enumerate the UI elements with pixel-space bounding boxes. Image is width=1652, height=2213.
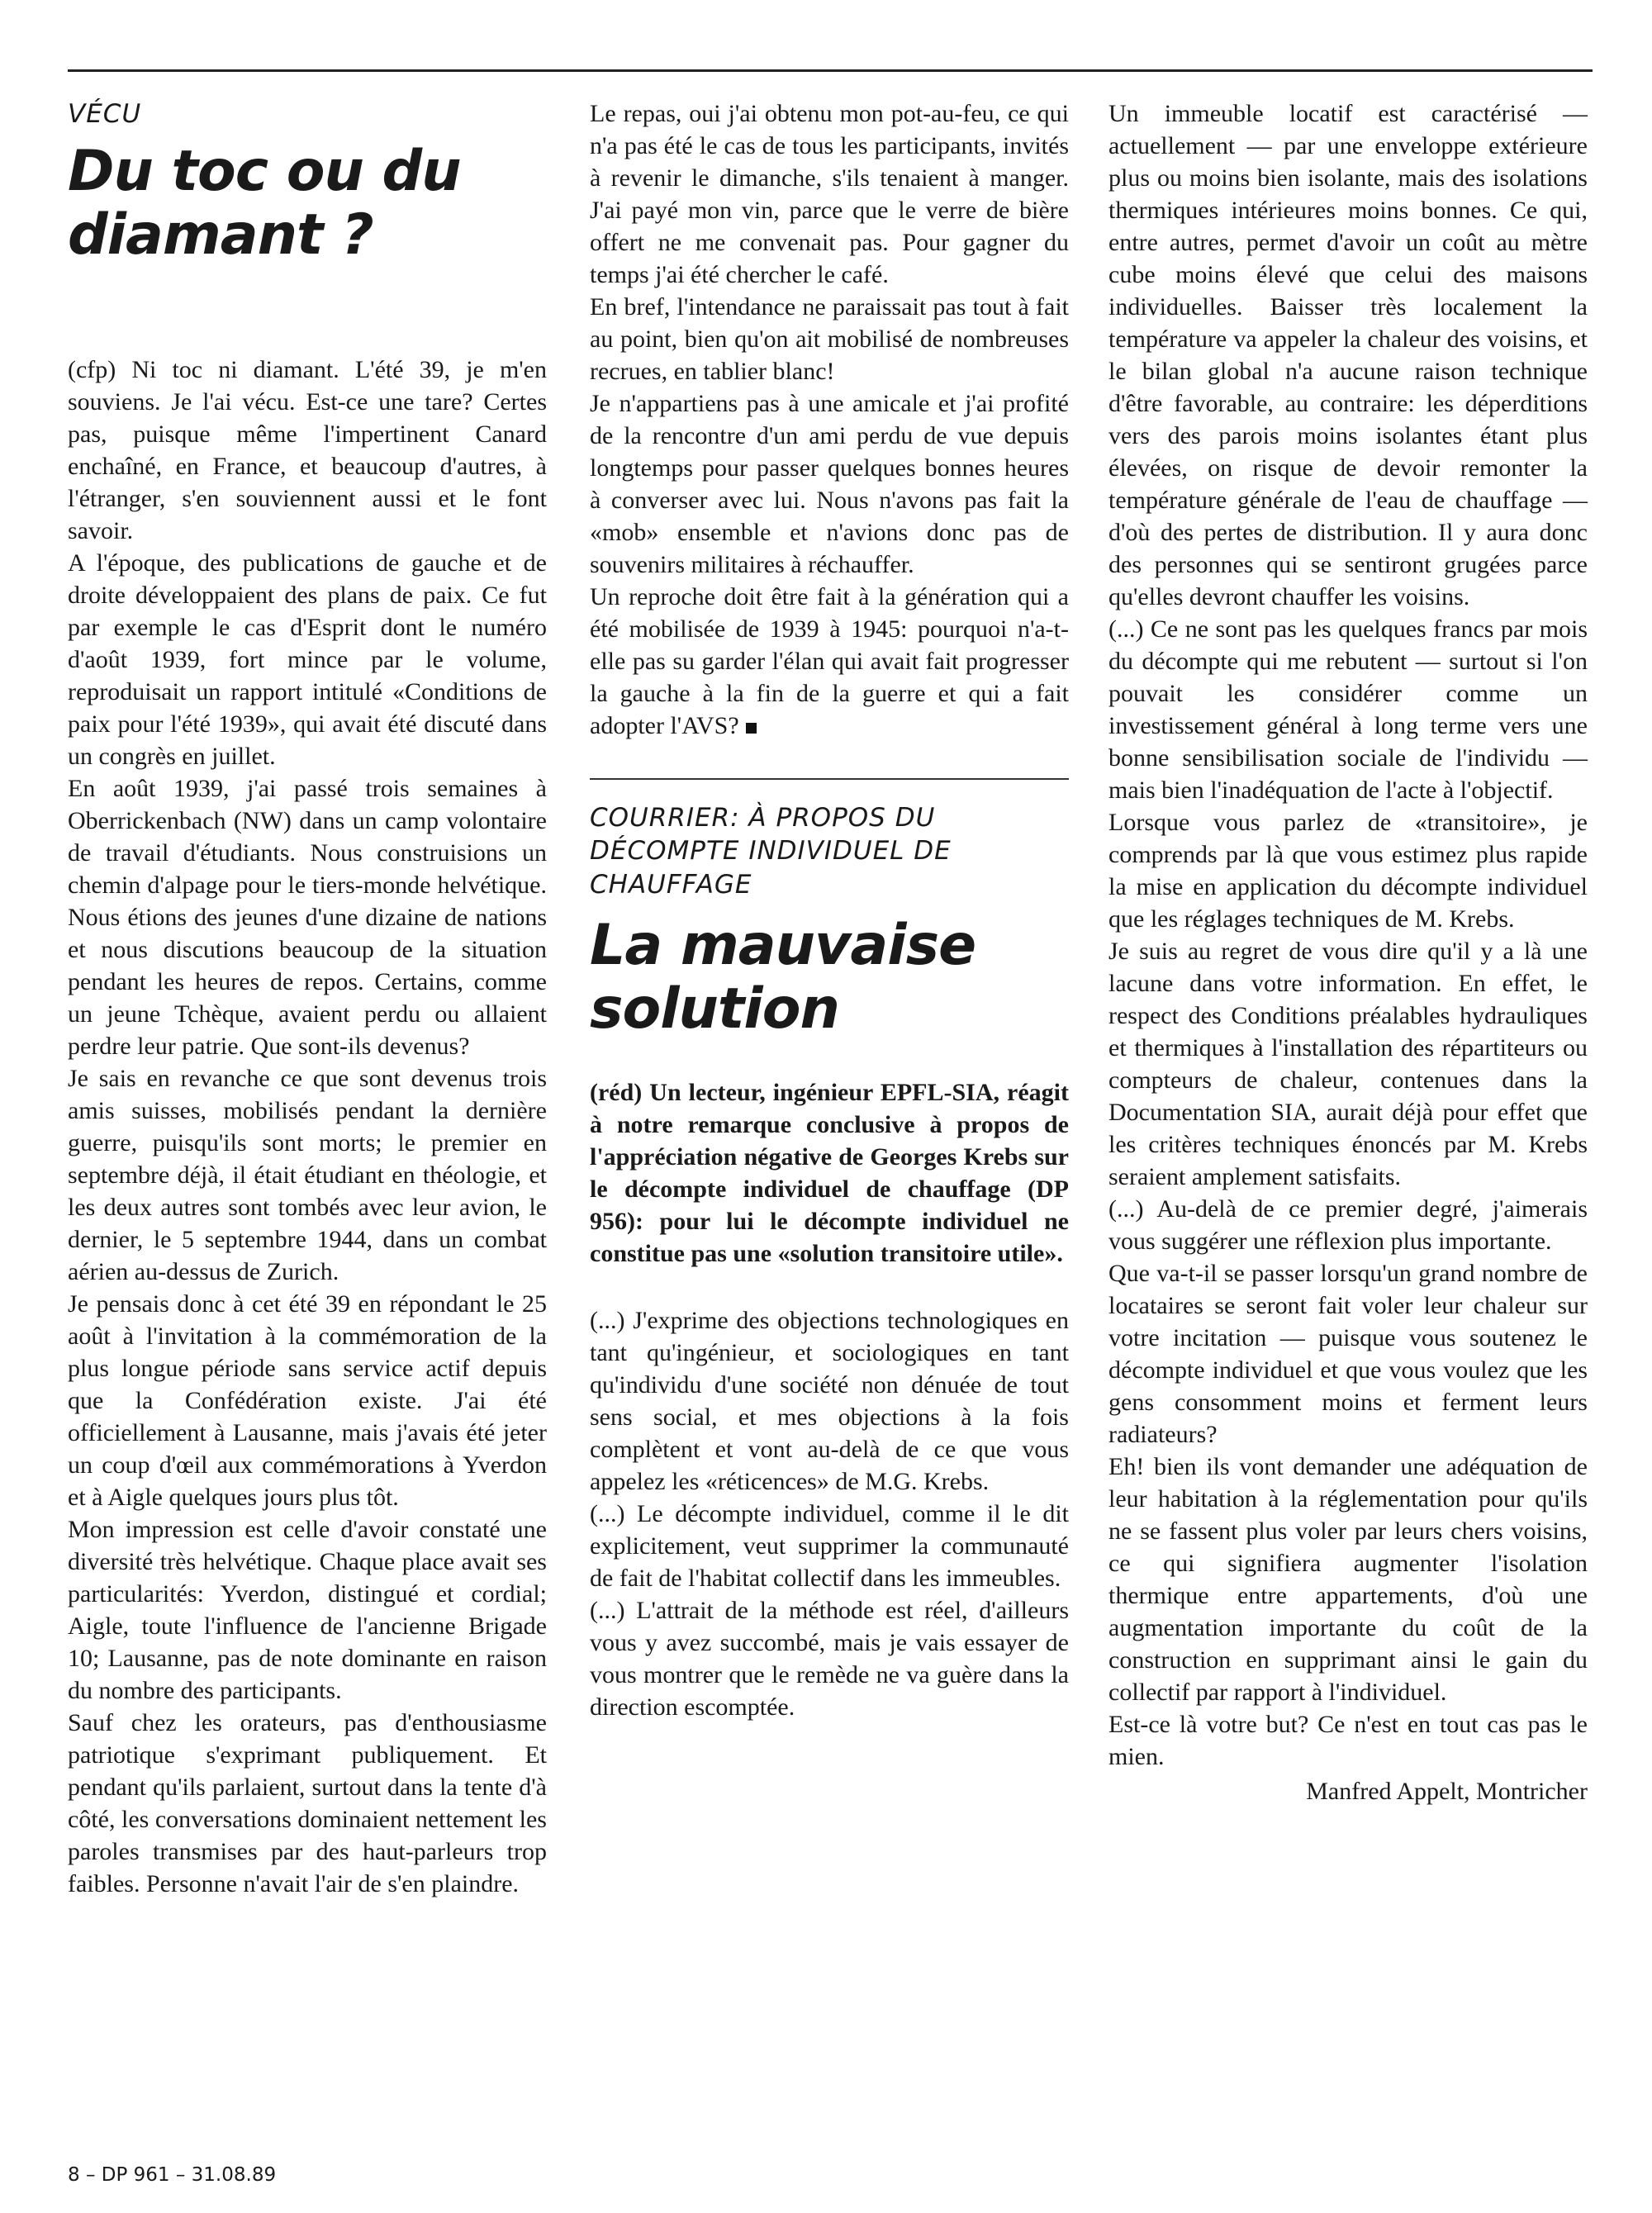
page-footer: 8 – DP 961 – 31.08.89 (68, 2164, 277, 2186)
article1-final-paragraph: Un reproche doit être fait à la génération qui a été mobilisée de 1939 à 1945: pourquoi n'a-t-elle pas su garder l'élan qui avait fait progresser la gauche à la fin de la guerre et qui a fait adopter l'AVS? (590, 583, 1069, 739)
article1-paragraph: A l'époque, des publications de gauche et de droite développaient des plans de paix. Ce fut par exemple le cas d'Esprit dont le numéro d'août 1939, fort mince par le volume, reproduisait un rapport intitulé «Conditions de paix pour l'été 1939», qui avait été discuté dans un congrès en juillet. (68, 549, 547, 770)
article-divider (590, 778, 1069, 780)
article1-paragraph: En août 1939, j'ai passé trois semaines à Oberrickenbach (NW) dans un camp volontaire de travail d'étudiants. Nous construisions un chemin d'alpage pour le tiers-monde helvétique. Nous étions des jeunes d'une dizaine de nations et nous discutions beaucoup de la situation pendant les heures de repos. Certains, comme un jeune Tchèque, avaient perdu ou allaient perdre leur patrie. Que sont-ils devenus? (68, 774, 547, 1060)
article2-paragraph: Eh! bien ils vont demander une adéquation de leur habitation à la réglementation pour qu'ils ne se fassent plus voler par leurs chers voisins, ce qui signifiera augmenter l'isolation thermique entre appartements, d'où une augmentation importante du coût de la construction en supprimant ainsi le gain du collectif par rapport à l'individuel. (1108, 1453, 1588, 1706)
article1-paragraph: Mon impression est celle d'avoir constaté une diversité très helvétique. Chaque place avait ses particularités: Yverdon, distingué et cordial; Aigle, toute l'influence de l'ancienne Brigade 10; Lausanne, pas de note dominante en raison du nombre des participants. (68, 1515, 547, 1704)
article1-title: Du toc ou du diamant ? (68, 139, 461, 268)
column-1 (68, 97, 547, 1900)
article1-paragraph: Je sais en revanche ce que sont devenus trois amis suisses, mobilisés pendant la dernière guerre, puisqu'ils sont morts; le premier en septembre déjà, il était étudiant en théologie, et les deux autres sont tombés avec leur avion, le dernier, le 5 septembre 1944, dans un combat aérien au-dessus de Zurich. (68, 1064, 547, 1285)
article1-body-part1 (68, 354, 547, 1900)
article2-signature: Manfred Appelt, Montricher (1306, 1778, 1588, 1805)
article1-paragraph: (cfp) Ni toc ni diamant. L'été 39, je m'en souviens. Je l'ai vécu. Est-ce une tare? Certes pas, puisque même l'impertinent Canard enchaîné, en France, et beaucoup d'autres, à l'étranger, s'en souviennent aussi et le font savoir. (68, 355, 547, 544)
column-3 (1108, 97, 1588, 1806)
article2-paragraph: (...) Au-delà de ce premier degré, j'aimerais vous suggérer une réflexion plus importante. (1108, 1195, 1588, 1255)
article2-paragraph: Un immeuble locatif est caractérisé — actuellement — par une enveloppe extérieure plus ou moins bien isolante, mais des isolations thermiques intérieures moins bonnes. Ce qui, entre autres, permet d'avoir un coût au mètre cube moins élevé que celui des maisons individuelles. Baisser très localement la température va appeler la chaleur des voisins, et le bilan global n'a aucune raison technique d'être favorable, au contraire: les déperditions vers des parois moins isolantes étant plus élevées, on risque de devoir remonter la température générale de l'eau de chauffage — d'où des pertes de distribution. Il y aura donc des personnes qui se sentiront grugées parce qu'elles devront chauffer les voisins. (1108, 100, 1588, 610)
article2-paragraph: Que va-t-il se passer lorsqu'un grand nombre de locataires se seront fait voler leur chaleur sur votre incitation — puisque vous soutenez le décompte individuel et que vous voulez que les gens consomment moins et ferment leurs radiateurs? (1108, 1260, 1588, 1448)
article2-kicker: COURRIER: À PROPOS DU DÉCOMPTE INDIVIDUEL DE CHAUFFAGE (590, 803, 952, 900)
end-mark-icon (746, 723, 757, 734)
article2-paragraph: Est-ce là votre but? Ce n'est en tout cas pas le mien. (1108, 1711, 1588, 1770)
article2-body-part1 (590, 1304, 1069, 1723)
article2-lede: (réd) Un lecteur, ingénieur EPFL-SIA, réagit à notre remarque conclusive à propos de l'appréciation négative de Georges Krebs sur le décompte individuel de chauffage (DP 956): pour lui le décompte individuel ne constitue pas une «solution transitoire utile». (590, 1078, 1069, 1267)
article1-paragraph: Je n'appartiens pas à une amicale et j'ai profité de la rencontre d'un ami perdu de vue depuis longtemps pour passer quelques bonnes heures à converser avec lui. Nous n'avons pas fait la «mob» ensemble et n'avions donc pas de souvenirs militaires à réchauffer. (590, 390, 1069, 578)
article2-title: La mauvaise solution (590, 912, 976, 1042)
article2-paragraph: (...) J'exprime des objections technologiques en tant qu'ingénieur, et sociologiques en tant qu'individu d'une société non dénuée de tout sens social, et mes objections à la fois complètent et vont au-delà de ce que vous appelez les «réticences» de M.G. Krebs. (590, 1306, 1069, 1495)
article2-paragraph: (...) Le décompte individuel, comme il le dit explicitement, veut supprimer la communauté de fait de l'habitat collectif dans les immeubles. (590, 1499, 1069, 1592)
article1-body-part2 (590, 97, 1069, 742)
article2-paragraph: (...) Ce ne sont pas les quelques francs par mois du décompte qui me rebutent — surtout si l'on pouvait les considérer comme un investissement général à long terme vers une bonne sensibilisation sociale de l'individu — mais bien l'inadéquation de l'acte à l'objectif. (1108, 615, 1588, 804)
article1-paragraph: Le repas, oui j'ai obtenu mon pot-au-feu, ce qui n'a pas été le cas de tous les participants, invités à revenir le dimanche, s'ils tenaient à manger. J'ai payé mon vin, parce que le verre de bière offert ne me convenait pas. Pour gagner du temps j'ai été chercher le café. (590, 100, 1069, 288)
article2-paragraph: Lorsque vous parlez de «transitoire», je comprends par là que vous estimez plus rapide la mise en application du décompte individuel que les réglages techniques de M. Krebs. (1108, 809, 1588, 933)
column-2 (590, 97, 1069, 1723)
article1-paragraph (590, 581, 1069, 742)
article2-paragraph: Je suis au regret de vous dire qu'il y a là une lacune dans votre information. En effet, le respect des Conditions préalables hydrauliques et thermiques à l'installation des répartiteurs ou compteurs de chaleur, contenues dans la Documentation SIA, aurait déjà pour effet que les critères techniques énoncés par M. Krebs seraient amplement satisfaits. (1108, 938, 1588, 1190)
article1-paragraph: Sauf chez les orateurs, pas d'enthousiasme patriotique s'exprimant publiquement. Et pendant qu'ils parlaient, surtout dans la tente d'à côté, les conversations dominaient nettement les paroles transmises par des haut-parleurs trop faibles. Personne n'avait l'air de s'en plaindre. (68, 1708, 547, 1897)
top-rule (68, 69, 1593, 72)
article2-body-part2 (1108, 97, 1588, 1773)
article1-paragraph: En bref, l'intendance ne paraissait pas tout à fait au point, bien qu'on ait mobilisé de nombreuses recrues, en tablier blanc! (590, 293, 1069, 385)
article1-paragraph: Je pensais donc à cet été 39 en répondant le 25 août à l'invitation à la commémoration de la plus longue période sans service actif depuis que la Confédération existe. J'ai été officiellement à Lausanne, mais j'avais été jeter un coup d'œil aux commémorations à Yverdon et à Aigle quelques jours plus tôt. (68, 1289, 547, 1511)
article2-paragraph: (...) L'attrait de la méthode est réel, d'ailleurs vous y avez succombé, mais je vais essayer de vous montrer que le remède ne va guère dans la direction escomptée. (590, 1596, 1069, 1721)
article1-kicker: VÉCU (68, 99, 142, 129)
